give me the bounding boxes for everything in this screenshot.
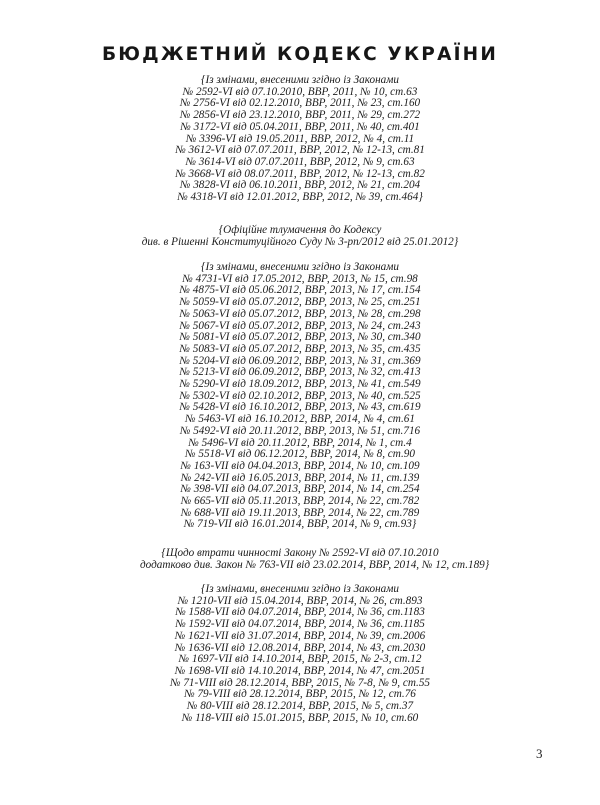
amendment-line: № 80-VIII від 28.12.2014, ВВР, 2015, № 5, ст.37 [186,700,414,713]
amendment-line: № 5204-VI від 06.09.2012, ВВР, 2013, № 31, ст.369 [179,354,421,367]
amendment-line: № 3612-VI від 07.07.2011, ВВР, 2012, № 12-13, ст.81 [175,144,425,157]
amendments-block-1 [140,75,460,204]
amendment-line: № 79-VIII від 28.12.2014, ВВР, 2015, № 12, ст.76 [184,688,416,701]
amendment-line: № 3614-VI від 07.07.2011, ВВР, 2012, № 9, ст.63 [185,155,415,168]
amendment-line: № 163-VII від 04.04.2013, ВВР, 2014, № 10, ст.109 [180,459,420,472]
amendment-line: № 688-VII від 19.11.2013, ВВР, 2014, № 22, ст.789 [180,506,420,519]
page-title: БЮДЖЕТНИЙ КОДЕКС УКРАЇНИ [101,44,499,65]
amendment-line: № 5518-VI від 06.12.2012, ВВР, 2014, № 8, ст.90 [185,448,415,461]
amendment-line: № 1636-VII від 12.08.2014, ВВР, 2014, № 43, ст.2030 [174,641,426,654]
amendment-line: № 5463-VI від 16.10.2012, ВВР, 2014, № 4, ст.61 [185,413,415,426]
amendment-line: № 242-VII від 16.05.2013, ВВР, 2014, № 11, ст.139 [180,471,420,484]
block-heading-line: {Із змінами, внесеними згідно із Законами [201,74,399,86]
amendment-line: № 5428-VI від 16.10.2012, ВВР, 2013, № 43, ст.619 [179,401,421,414]
amendment-line: № 1698-VII від 14.10.2014, ВВР, 2014, № 47, ст.2051 [174,664,426,677]
amendment-line: № 5083-VI від 05.07.2012, ВВР, 2013, № 35, ст.435 [179,342,421,355]
amendment-line: додатково див. Закон № 763-VII від 23.02.2014, ВВР, 2014, № 12, ст.189} [140,558,490,571]
amendment-line: № 5059-VI від 05.07.2012, ВВР, 2013, № 25, ст.251 [179,296,421,309]
amendment-line: № 3828-VI від 06.10.2011, ВВР, 2012, № 21, ст.204 [179,179,421,192]
block-heading-line: {Із змінами, внесеними згідно із Законами [201,583,399,595]
amendments-block-3 [140,584,460,724]
amendment-line: № 398-VII від 04.07.2013, ВВР, 2014, № 14, ст.254 [180,483,420,496]
amendment-line: № 1697-VII від 14.10.2014, ВВР, 2015, № 2-3, ст.12 [178,653,422,666]
amendment-line: № 5213-VI від 06.09.2012, ВВР, 2013, № 32, ст.413 [179,366,421,379]
amendment-line: № 2592-VI від 07.10.2010, ВВР, 2011, № 10, ст.63 [182,85,418,98]
amendment-line: № 3668-VI від 08.07.2011, ВВР, 2012, № 12-13, ст.82 [175,167,425,180]
block-heading-line: {Щодо втрати чинності Закону № 2592-VI від 07.10.2010 [161,547,439,559]
amendment-line: № 1210-VII від 15.04.2014, ВВР, 2014, № 26, ст.893 [177,594,423,607]
amendment-line: № 665-VII від 05.11.2013, ВВР, 2014, № 22, ст.782 [180,495,420,508]
amendment-line: № 5302-VI від 02.10.2012, ВВР, 2013, № 40, ст.525 [179,389,421,402]
page-number: 3 [536,746,543,761]
repeal-note-block [140,547,490,571]
amendment-line: № 719-VII від 16.01.2014, ВВР, 2014, № 9, ст.93} [183,518,417,531]
amendment-line: № 3396-VI від 19.05.2011, ВВР, 2012, № 4, ст.11 [185,132,415,145]
amendment-line: № 5067-VI від 05.07.2012, ВВР, 2013, № 24, ст.243 [179,319,421,332]
amendment-line: № 118-VIII від 15.01.2015, ВВР, 2015, № 10, ст.60 [181,711,419,724]
amendment-line: № 5063-VI від 05.07.2012, ВВР, 2013, № 28, ст.298 [179,307,421,320]
amendment-line: № 71-VIII від 28.12.2014, ВВР, 2015, № 7-8, № 9, ст.55 [169,676,431,689]
amendment-line: № 1588-VII від 04.07.2014, ВВР, 2014, № 36, ст.1183 [175,606,425,619]
block-heading-line: {Із змінами, внесеними згідно із Законами [201,261,399,273]
amendment-line: № 1592-VII від 04.07.2014, ВВР, 2014, № 36, ст.1185 [175,618,425,631]
amendment-line: № 3172-VI від 05.04.2011, ВВР, 2011, № 40, ст.401 [180,120,420,133]
amendment-line: див. в Рішенні Конституційного Суду № 3-рп/2012 від 25.01.2012} [141,235,459,248]
official-interpretation-block [140,225,460,248]
amendment-line: № 5290-VI від 18.09.2012, ВВР, 2013, № 41, ст.549 [179,378,421,391]
amendment-line: № 4318-VI від 12.01.2012, ВВР, 2012, № 39, ст.464} [177,191,423,204]
amendment-line: № 5492-VI від 20.11.2012, ВВР, 2013, № 51, ст.716 [179,424,421,437]
amendment-line: № 4731-VI від 17.05.2012, ВВР, 2013, № 15, ст.98 [182,272,418,285]
amendment-line: № 2856-VI від 23.12.2010, ВВР, 2011, № 29, ст.272 [179,109,421,122]
amendment-line: № 1621-VII від 31.07.2014, ВВР, 2014, № 39, ст.2006 [174,629,426,642]
block-heading-line: {Офіційне тлумачення до Кодексу [218,224,382,236]
amendments-block-2 [140,262,460,531]
amendment-line: № 2756-VI від 02.12.2010, ВВР, 2011, № 23, ст.160 [179,97,421,110]
amendment-line: № 5496-VI від 20.11.2012, ВВР, 2014, № 1, ст.4 [188,436,412,449]
amendment-line: № 4875-VI від 05.06.2012, ВВР, 2013, № 17, ст.154 [179,284,421,297]
amendment-line: № 5081-VI від 05.07.2012, ВВР, 2013, № 30, ст.340 [179,331,421,344]
